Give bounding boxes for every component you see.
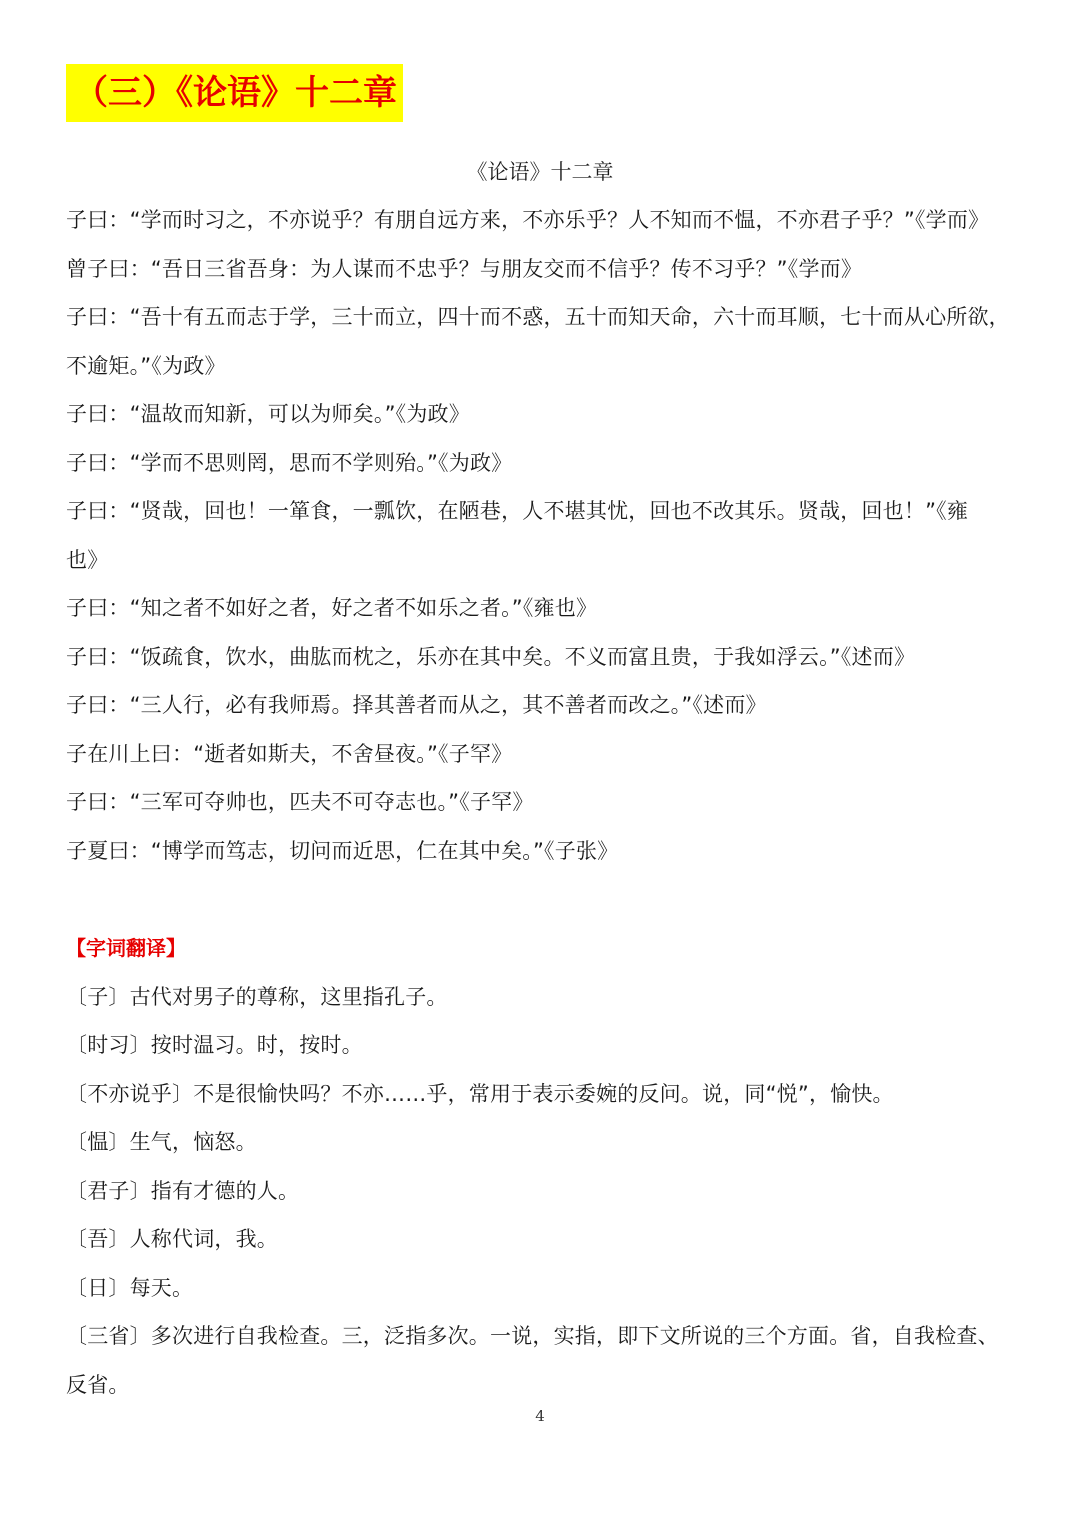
passage-line: 子夏曰：“博学而笃志，切问而近思，仁在其中矣。”《子张》	[66, 839, 619, 863]
glossary-line: 〔时习〕按时温习。时，按时。	[66, 1033, 363, 1057]
glossary-line: 〔不亦说乎〕不是很愉快吗？不亦……乎，常用于表示委婉的反问。说，同“悦”，愉快。	[66, 1082, 894, 1106]
passage-line: 子曰：“吾十有五而志于学，三十而立，四十而不惑，五十而知天命，六十而耳顺，七十而从心所欲，	[66, 305, 1010, 329]
section-title: （三）《论语》十二章	[66, 64, 403, 122]
glossary-heading: 【字词翻译】	[66, 936, 186, 960]
passage-line: 子曰：“学而不思则罔，思而不学则殆。”《为政》	[66, 451, 513, 475]
passage-line: 子曰：“饭疏食，饮水，曲肱而枕之，乐亦在其中矣。不义而富且贵，于我如浮云。”《述而》	[66, 645, 916, 669]
passage-line: 子曰：“三人行，必有我师焉。择其善者而从之，其不善者而改之。”《述而》	[66, 693, 767, 717]
passage-line: 子曰：“温故而知新，可以为师矣。”《为政》	[66, 402, 470, 426]
passage-line: 子曰：“三军可夺帅也，匹夫不可夺志也。”《子罕》	[66, 790, 534, 814]
page-number: 4	[535, 1407, 545, 1425]
glossary-line: 〔愠〕生气，恼怒。	[66, 1130, 257, 1154]
passage-line: 子在川上曰：“逝者如斯夫，不舍昼夜。”《子罕》	[66, 742, 513, 766]
glossary-line: 〔吾〕人称代词，我。	[66, 1227, 278, 1251]
passage-line: 曾子曰：“吾日三省吾身：为人谋而不忠乎？与朋友交而不信乎？传不习乎？”《学而》	[66, 257, 863, 281]
glossary-line: 〔日〕每天。	[66, 1276, 194, 1300]
glossary-line: 〔三省〕多次进行自我检查。三，泛指多次。一说，实指，即下文所说的三个方面。省，自我检查、	[66, 1324, 999, 1348]
passage-line: 也》	[66, 548, 109, 572]
passage-line: 子曰：“贤哉，回也！一箪食，一瓢饮，在陋巷，人不堪其忧，回也不改其乐。贤哉，回也！”《雍	[66, 499, 969, 523]
glossary-line: 反省。	[66, 1373, 130, 1397]
glossary-line: 〔君子〕指有才德的人。	[66, 1179, 300, 1203]
passage-line: 不逾矩。”《为政》	[66, 354, 226, 378]
glossary-line: 〔子〕古代对男子的尊称，这里指孔子。	[66, 985, 448, 1009]
passage-line: 子曰：“知之者不如好之者，好之者不如乐之者。”《雍也》	[66, 596, 598, 620]
document-heading: 《论语》十二章	[466, 160, 614, 184]
passage-line: 子曰：“学而时习之，不亦说乎？有朋自远方来，不亦乐乎？人不知而不愠，不亦君子乎？”《学而》	[66, 208, 990, 232]
